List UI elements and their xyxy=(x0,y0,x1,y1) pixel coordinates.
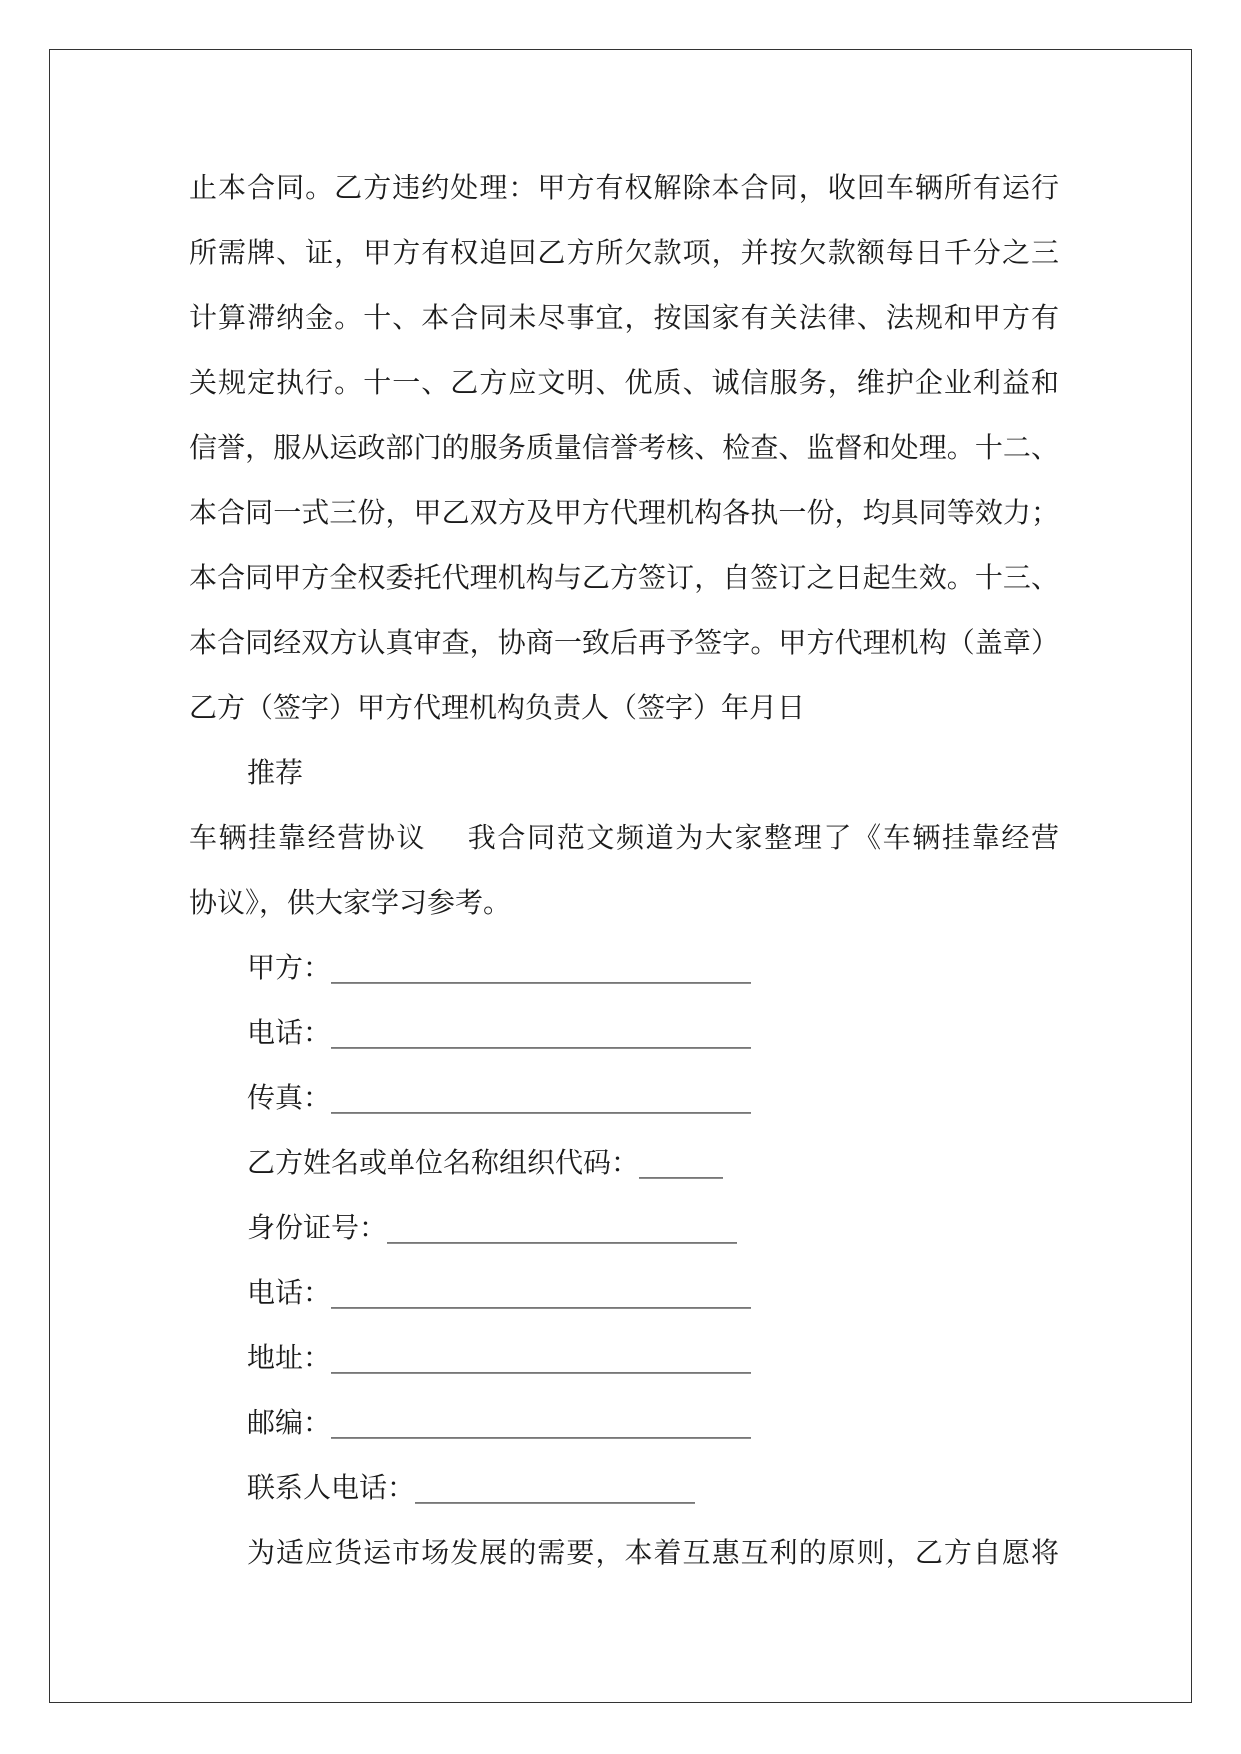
intro-line xyxy=(189,805,1059,870)
form-field-phone: 电话：______________________________ xyxy=(247,1016,752,1049)
paragraph-line: 乙方（签字）甲方代理机构负责人（签字）年月日 xyxy=(189,691,806,724)
paragraph-line: 止本合同。乙方违约处理：甲方有权解除本合同，收回车辆所有运行 xyxy=(189,171,1059,204)
paragraph-line: 所需牌、证，甲方有权追回乙方所欠款项，并按欠款额每日千分之三 xyxy=(189,236,1059,269)
document-body xyxy=(189,155,1059,1585)
agreement-title: 车辆挂靠经营协议 xyxy=(189,821,427,854)
paragraph-line: 信誉，服从运政部门的服务质量信誉考核、检查、监督和处理。十二、 xyxy=(189,431,1059,464)
paragraph-line: 关规定执行。十一、乙方应文明、优质、诚信服务，维护企业利益和 xyxy=(189,366,1059,399)
form-field-party-a: 甲方：______________________________ xyxy=(247,951,752,984)
recommend-label: 推荐 xyxy=(247,756,304,789)
intro-line: 协议》，供大家学习参考。 xyxy=(189,886,512,919)
paragraph-line: 本合同一式三份，甲乙双方及甲方代理机构各执一份，均具同等效力； xyxy=(189,496,1059,529)
form-field-address: 地址：______________________________ xyxy=(247,1341,752,1374)
form-field-contact-phone: 联系人电话：____________________ xyxy=(247,1471,696,1504)
paragraph-line: 本合同甲方全权委托代理机构与乙方签订，自签订之日起生效。十三、 xyxy=(189,561,1059,594)
paragraph-line: 计算滞纳金。十、本合同未尽事宜，按国家有关法律、法规和甲方有 xyxy=(189,301,1059,334)
form-field-id-number: 身份证号：_________________________ xyxy=(247,1211,738,1244)
intro-text: 我合同范文频道为大家整理了《车辆挂靠经营 xyxy=(466,821,1059,854)
form-field-postcode: 邮编：______________________________ xyxy=(247,1406,752,1439)
closing-line: 为适应货运市场发展的需要，本着互惠互利的原则，乙方自愿将 xyxy=(247,1536,1059,1569)
form-field-party-b-code: 乙方姓名或单位名称组织代码：______ xyxy=(247,1146,724,1179)
form-field-fax: 传真：______________________________ xyxy=(247,1081,752,1114)
paragraph-line: 本合同经双方认真审查，协商一致后再予签字。甲方代理机构（盖章） xyxy=(189,626,1059,659)
form-field-phone-b: 电话：______________________________ xyxy=(247,1276,752,1309)
